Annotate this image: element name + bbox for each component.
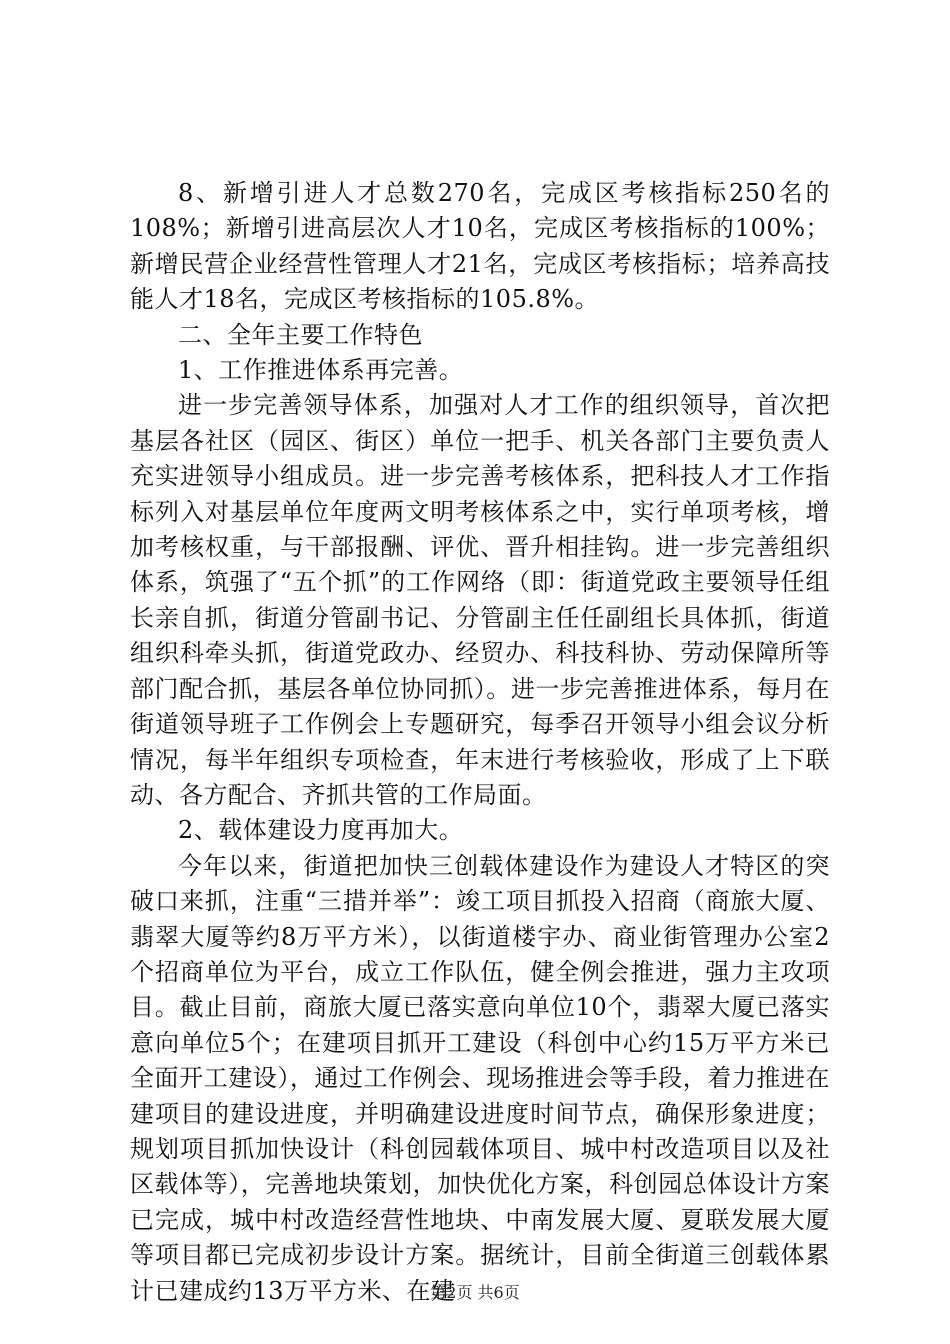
paragraph-talent-statistics: 8、新增引进人才总数270名，完成区考核指标250名的108%；新增引进高层次人才10名，完成区考核指标的100%；新增民营企业经营性管理人才21名，完成区考核指标；培养高技能人才18名，完成区考核指标的105.8%。 (130, 179, 830, 314)
paragraph-work-system: 进一步完善领导体系，加强对人才工作的组织领导，首次把基层各社区（园区、街区）单位一把手、机关各部门主要负责人充实进领导小组成员。进一步完善考核体系，把科技人才工作指标列入对基层单位年度两文明考核体系之中，实行单项考核，增加考核权重，与干部报酬、评优、晋升相挂钩。进一步完善组织体系，筑强了“五个抓”的工作网络（即：街道党政主要领导任组长亲自抓，街道分管副书记、分管副主任任副组长具体抓，街道组织科牵头抓，街道党政办、经贸办、科技科协、劳动保障所等部门配合抓，基层各单位协同抓）。进一步完善推进体系，每月在街道领导班子工作例会上专题研究，每季召开领导小组会议分析情况，每半年组织专项检查，年末进行考核验收，形成了上下联动、各方配合、齐抓共管的工作局面。 (130, 391, 830, 809)
page-number: 第2页 共6页 (430, 1283, 520, 1302)
paragraph-carrier-construction: 今年以来，街道把加快三创载体建设作为建设人才特区的突破口来抓，注重“三措并举”：竣工项目抓投入招商（商旅大厦、翡翠大厦等约8万平方米），以街道楼宇办、商业街管理办公室2个招商单位为平台，成立工作队伍，健全例会推进，强力主攻项目。截止目前，商旅大厦已落实意向单位10个，翡翠大厦已落实意向单位5个；在建项目抓开工建设（科创中心约15万平方米已全面开工建设），通过工作例会、现场推进会等手段，着力推进在建项目的建设进度，并明确建设进度时间节点，确保形象进度；规划项目抓加快设计（科创园载体项目、城中村改造项目以及社区载体等），完善地块策划，加快优化方案，科创园总体设计方案已完成，城中村改造经营性地块、中南发展大厦、夏联发展大厦等项目都已完成初步设计方案。据统计，目前全街道三创载体累计已建成约13万平方米、在建 (130, 851, 830, 1305)
section-heading-work-features: 二、全年主要工作特色 (178, 320, 423, 349)
page-footer (0, 1283, 950, 1303)
subheading-work-system: 1、工作推进体系再完善。 (178, 356, 464, 385)
document-body (130, 176, 830, 1309)
subheading-carrier-construction: 2、载体建设力度再加大。 (178, 816, 464, 845)
